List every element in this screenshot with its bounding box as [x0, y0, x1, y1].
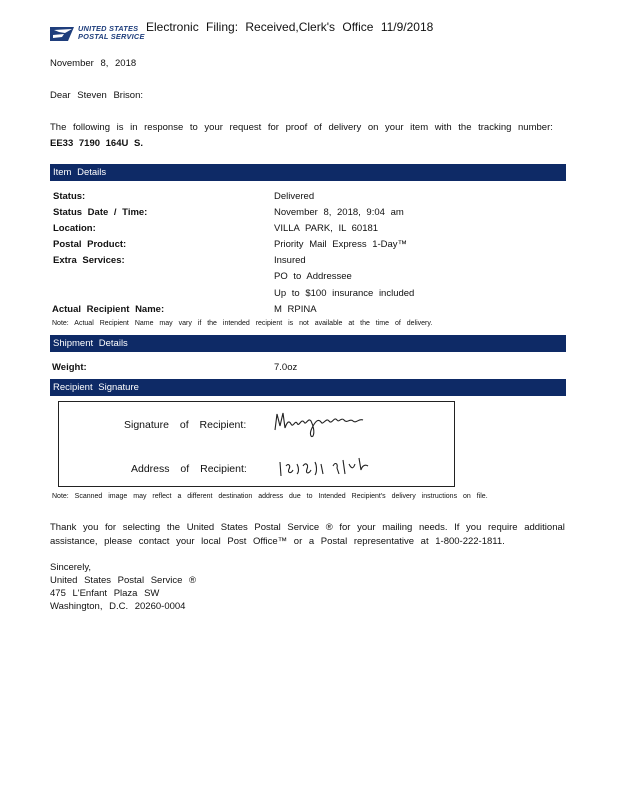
status-date-value: November 8, 2018, 9:04 am [274, 207, 404, 218]
recipient-signature-header: Recipient Signature [50, 379, 566, 396]
greeting: Dear Steven Brison: [50, 90, 144, 101]
tracking-number: EE33 7190 164U S. [50, 138, 143, 149]
eagle-icon [50, 24, 76, 42]
thanks-line-1: Thank you for selecting the United States Postal Service ® for your mailing needs. If you require additional [50, 522, 565, 533]
postal-product-value: Priority Mail Express 1-Day™ [274, 239, 408, 250]
recipient-address-image [277, 450, 373, 482]
status-date-label: Status Date / Time: [53, 207, 148, 218]
postal-product-label: Postal Product: [53, 239, 127, 250]
shipment-details-header: Shipment Details [50, 335, 566, 352]
org-address-2: Washington, D.C. 20260-0004 [50, 601, 186, 612]
weight-label: Weight: [52, 362, 87, 373]
extra-service-insured: Insured [274, 255, 306, 266]
org-address-1: 475 L'Enfant Plaza SW [50, 588, 160, 599]
recipient-signature-image [271, 408, 371, 440]
extra-services-label: Extra Services: [53, 255, 125, 266]
thanks-line-2: assistance, please contact your local Post Office™ or a Postal representative at 1-800-222-1811. [50, 536, 505, 547]
logo-line-2: POSTAL SERVICE [78, 32, 145, 41]
address-label: Address of Recipient: [131, 463, 247, 475]
sincerely: Sincerely, [50, 562, 92, 573]
letter-date: November 8, 2018 [50, 58, 137, 69]
signature-note: Note: Scanned image may reflect a different destination address due to Intended Recipient's delivery instructions on file. [52, 493, 488, 500]
extra-service-insurance: Up to $100 insurance included [274, 288, 415, 299]
item-details-header: Item Details [50, 164, 566, 181]
weight-value: 7.0oz [274, 362, 298, 373]
status-label: Status: [53, 191, 86, 202]
extra-service-po: PO to Addressee [274, 271, 352, 282]
signature-label: Signature of Recipient: [124, 419, 247, 431]
location-value: VILLA PARK, IL 60181 [274, 223, 379, 234]
filing-header: Electronic Filing: Received,Clerk's Office 11/9/2018 [146, 20, 434, 34]
usps-logo [50, 24, 146, 44]
signature-box [58, 401, 455, 487]
intro-text: The following is in response to your request for proof of delivery on your item with the tracking number: [50, 122, 553, 133]
status-value: Delivered [274, 191, 315, 202]
item-details-note: Note: Actual Recipient Name may vary if the intended recipient is not available at the time of delivery. [52, 320, 433, 327]
signature-org: United States Postal Service ® [50, 575, 197, 586]
location-label: Location: [53, 223, 96, 234]
logo-line-1: UNITED STATES [78, 24, 139, 33]
actual-recipient-label: Actual Recipient Name: [52, 304, 165, 315]
actual-recipient-value: M RPINA [274, 304, 317, 315]
